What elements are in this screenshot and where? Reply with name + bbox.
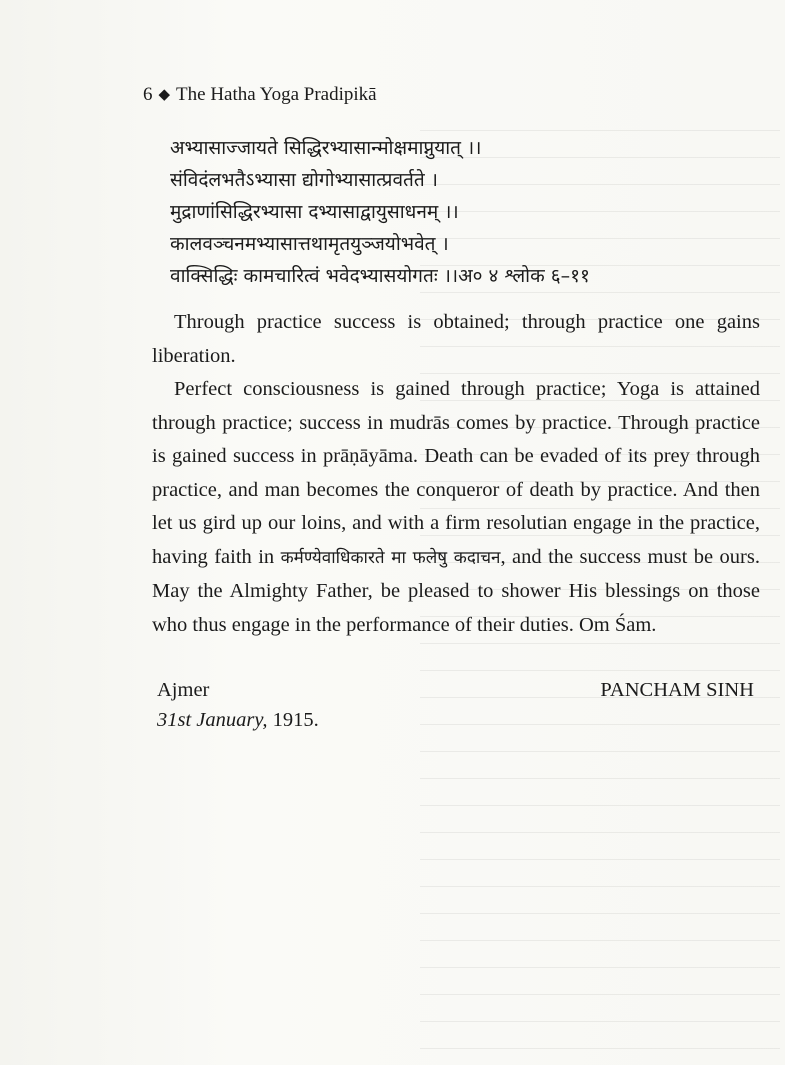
verse-line: कालवञ्चनमभ्यासात्तथामृतयुञ्जयोभवेत् । bbox=[170, 233, 449, 255]
verse-line: संविदंलभतैऽभ्यासा द्योगोभ्यासात्प्रवर्तते । bbox=[170, 169, 438, 191]
paragraph-1: Through practice success is obtained; through practice one gains liberation. bbox=[152, 311, 760, 367]
place: Ajmer bbox=[157, 679, 210, 701]
verse-line: वाक्सिद्धिः कामचारित्वं भवेदभ्यासयोगतः ।।अ० ४ श्लोक ६–११ bbox=[170, 265, 590, 287]
book-title: The Hatha Yoga Pradipikā bbox=[176, 84, 377, 105]
paragraph-2-text-a: Perfect consciousness is gained through practice; Yoga is attained through practice; success in mudrās comes by practice. Through practice is gained success in prāṇāyāma. Death can be evaded of its prey through practice, and man becomes the conqueror of death by practice. And then let us gird up our loins, and with a firm resolutian engage in the practice, having faith in bbox=[152, 378, 760, 568]
running-header bbox=[143, 84, 377, 106]
gita-quote: कर्मण्येवाधिकारते मा फलेषु कदाचन bbox=[280, 547, 501, 568]
date-text: 31st January, bbox=[157, 709, 268, 731]
paragraph-2-text-b: , and the success must be ours. May the Almighty Father, be pleased to shower His blessings on those who thus engage in the performance of their duties. Om Śam. bbox=[152, 545, 760, 636]
diamond-ornament-icon: ◆ bbox=[158, 87, 171, 103]
date-year: 1915. bbox=[267, 709, 319, 731]
translation-text bbox=[152, 306, 760, 642]
author-name: PANCHAM SINH bbox=[600, 679, 754, 701]
paragraph-2 bbox=[152, 373, 760, 642]
verse-line: अभ्यासाज्जायते सिद्धिरभ्यासान्मोक्षमाप्नुयात् ।। bbox=[170, 137, 482, 159]
page-number: 6 bbox=[143, 84, 153, 105]
sanskrit-verses bbox=[170, 132, 760, 292]
date bbox=[157, 705, 754, 735]
verse-line: मुद्राणांसिद्धिरभ्यासा दभ्यासाद्वायुसाधनम् ।। bbox=[170, 201, 459, 223]
signature-block bbox=[157, 675, 754, 735]
